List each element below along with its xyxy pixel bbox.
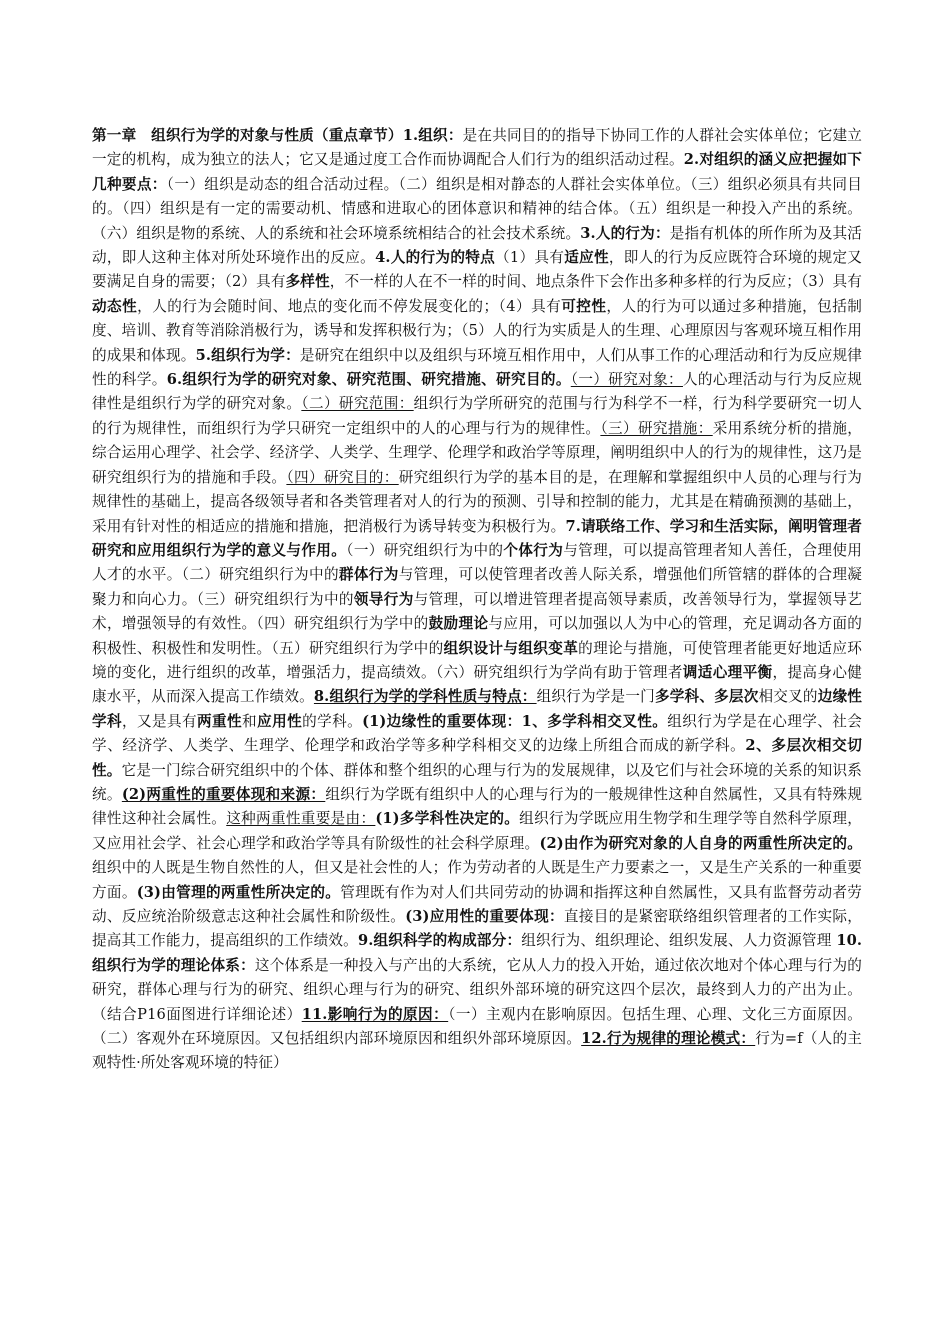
- body-text: 是在共同目的的指导下协同工作的人群社会实体单位；它建立一定的机构，成为独立的法人；它又是通过度工合作而协调配合人们行为的组织活动过程。: [92, 127, 862, 169]
- body-text: ，不一样的人在不一样的时间、地点条件下会作出多种多样的行为反应；（3）具有: [329, 273, 862, 291]
- body-text: ，即人的行为反应既符合环境的规定又要满足自身的需要；（2）具有: [92, 249, 862, 291]
- body-text: 与管理，可以使管理者改善人际关系，增强他们所管辖的群体的合理凝聚力和向心力。（三）研究组织行为中的: [92, 566, 862, 608]
- chapter-one-text: [92, 124, 862, 1076]
- body-text: 组织中的人既是生物自然性的人，但又是社会性的人；作为劳动者的人既是生产力要素之一，又是生产关系的一种重要方面。: [92, 859, 862, 901]
- bold-text: 动态性: [92, 297, 138, 315]
- body-text: （1）具有: [495, 249, 565, 267]
- body-text: 研究组织行为学的基本目的是，在理解和掌握组织中人员的心理与行为规律性的基础上，提高各级领导者和各类管理者对人的行为的预测、引导和控制的能力，尤其是在精确预测的基础上，采用有针对性的相适应的措施和措施，把消极行为诱导转变为积极行为。: [92, 468, 862, 535]
- bold-text: (3)应用性的重要体现：: [405, 908, 564, 925]
- bold-text: 鼓励理论: [428, 615, 489, 633]
- bold-text: 2.对组织的涵义应把握如下几种要点：: [92, 151, 862, 193]
- bold-text: 2、多层次相交切性。: [92, 737, 862, 779]
- bold-text: 群体行为: [338, 566, 399, 584]
- bold-text: 个体行为: [503, 541, 564, 559]
- body-text: 行为=f（人的主观特性·所处客观环境的特征）: [92, 1030, 862, 1072]
- bold-text: 5.组织行为学：: [195, 346, 300, 364]
- body-text: 直接目的是紧密联络组织管理者的工作实际，提高其工作能力，提高组织的工作绩效。: [92, 908, 862, 950]
- body-text: 相交叉的: [758, 688, 818, 706]
- underlined-text: （二）研究范围：: [301, 395, 414, 413]
- body-text: 是指有机体的所作所为及其活动，即人这种主体对所处环境作出的反应。: [92, 224, 862, 267]
- heading-underlined-text: 8.组织行为学的学科性质与特点：: [313, 688, 537, 706]
- body-text: （一）组织是动态的组合活动过程。（二）组织是相对静态的人群社会实体单位。（三）组织必须具有共同目的。（四）组织是有一定的需要动机、情感和进取心的团体意识和精神的结合体。（五）组织是一种投入产出的系统。（六）组织是物的系统、人的系统和社会环境系统相结合的社会技术系统。: [92, 175, 862, 242]
- bold-text: 两重性: [197, 712, 243, 730]
- bold-text: 6.组织行为学的研究对象、研究范围、研究措施、研究目的。: [166, 371, 571, 389]
- body-text: ，又是具有: [122, 712, 198, 730]
- body-text: ，提高身心健康水平，从而深入提高工作绩效。: [92, 663, 862, 706]
- body-text: 这个体系是一种投入与产出的大系统，它从人力的投入开始，通过依次地对个体心理与行为的研究，群体心理与行为的研究、组织心理与行为的研究、组织外部环境的研究这四个层次，最终到人力的产出为止。（结合P16面图进行详细论述）: [92, 956, 862, 1023]
- underlined-text: （一）研究对象：: [570, 371, 683, 389]
- body-text: 和: [242, 712, 258, 730]
- body-text: 的学科。: [302, 712, 363, 730]
- body-text: 与管理，可以增进管理者提高领导素质，改善领导行为，掌握领导艺术，增强领导的有效性。（四）研究组织行为学中的: [92, 590, 862, 633]
- bold-text: 7.请联络工作、学习和生活实际，阐明管理者研究和应用组织行为学的意义与作用。: [92, 517, 862, 559]
- bold-text: 调适心理平衡: [682, 663, 773, 681]
- bold-text: 10.组织行为学的理论体系：: [92, 932, 863, 974]
- underlined-text: （三）研究措施：: [600, 419, 713, 437]
- bold-text: (3)由管理的两重性所决定的。: [136, 883, 341, 901]
- bold-text: 边缘性学科: [92, 688, 862, 730]
- body-text: 它是一门综合研究组织中的个体、群体和整个组织的心理与行为的发展规律，以及它们与社会环境的关系的知识系统。: [92, 761, 862, 803]
- body-text: 组织行为学所研究的范围与行为科学不一样，行为科学要研究一切人的行为规律性，而组织行为学只研究一定组织中的人的心理与行为的规律性。: [92, 395, 862, 437]
- body-text: ，人的行为可以通过多种措施，包括制度、培训、教育等消除消极行为，诱导和发挥积极行为；（5）人的行为实质是人的生理、心理原因与客观环境互相作用的成果和体现。: [92, 297, 862, 364]
- body-text: 组织行为学是一门: [536, 688, 655, 706]
- heading-underlined-text: 11.影响行为的原因：: [301, 1005, 449, 1023]
- bold-text: 多学科、多层次: [654, 688, 759, 706]
- bold-text: 第一章 组织行为学的对象与性质（重点章节）1.组织：: [92, 127, 463, 144]
- body-text: 组织行为学既应用生物学和生理学等自然科学原理，又应用社会学、社会心理学和政治学等具有阶级性的社会科学原理。: [92, 810, 862, 852]
- body-text: （一）研究组织行为中的: [346, 541, 504, 559]
- body-text: ，人的行为会随时间、地点的变化而不停发展变化的；（4）具有: [137, 297, 562, 315]
- body-text: 与管理，可以提高管理者知人善任，合理使用人才的水平。（二）研究组织行为中的: [92, 541, 862, 584]
- bold-text: 领导行为: [353, 590, 414, 608]
- body-text: 是研究在组织中以及组织与环境互相作用中，人们从事工作的心理活动和行为反应规律性的科学。: [92, 346, 862, 389]
- bold-text: (1)多学科性决定的。: [375, 810, 520, 828]
- body-text: 管理既有作为对人们共同劳动的协调和指挥这种自然属性，又具有监督劳动者劳动、反应统治阶级意志这种社会属性和阶级性。: [92, 883, 862, 925]
- body-text: 组织行为学是在心理学、社会学、经济学、人类学、生理学、伦理学和政治学等多种学科相交叉的边缘上所组合而成的新学科。: [92, 712, 862, 755]
- bold-text: (2)由作为研究对象的人自身的两重性所决定的。: [539, 834, 862, 852]
- body-text: 人的心理活动与行为反应规律性是组织行为学的研究对象。: [92, 371, 862, 413]
- body-text: 的理论与措施，可使管理者能更好地适应环境的变化，进行组织的改革，增强活力，提高绩效。（六）研究组织行为学尚有助于管理者: [92, 639, 862, 681]
- body-text: 与应用，可以加强以人为中心的管理，充足调动各方面的积极性、积极性和发明性。（五）研究组织行为学中的: [92, 615, 862, 657]
- body-text: 采用系统分析的措施，综合运用心理学、社会学、经济学、人类学、生理学、伦理学和政治学等原理，阐明组织中人的行为的规律性，这乃是研究组织行为的措施和手段。: [92, 419, 862, 486]
- underlined-text: 这种两重性重要是由：: [226, 810, 376, 828]
- bold-text: 3.人的行为：: [580, 224, 670, 242]
- underlined-text: （四）研究目的：: [286, 468, 399, 486]
- body-text: （一）主观内在影响原因。包括生理、心理、文化三方面原因。（二）客观外在环境原因。又包括组织内部环境原因和组织外部环境原因。: [92, 1005, 862, 1048]
- body-text: 组织行为学既有组织中人的心理与行为的一般规律性这种自然属性，又具有特殊规律性这种社会属性。: [92, 785, 863, 828]
- bold-text: 适应性: [564, 249, 609, 267]
- bold-text: (1)边缘性的重要体现：1、多学科相交叉性。: [362, 712, 668, 730]
- bold-text: 4.人的行为的特点: [375, 249, 496, 267]
- bold-text: 可控性: [561, 297, 607, 315]
- heading-underlined-text: (2)两重性的重要体现和来源：: [121, 785, 326, 803]
- bold-text: 组织设计与组织变革: [443, 639, 579, 657]
- bold-text: 应用性: [257, 712, 303, 730]
- body-text: 组织行为、组织理论、组织发展、人力资源管理: [521, 932, 837, 950]
- bold-text: 多样性: [285, 273, 330, 291]
- heading-underlined-text: 12.行为规律的理论模式：: [581, 1030, 756, 1048]
- bold-text: 9.组织科学的构成部分：: [357, 932, 522, 950]
